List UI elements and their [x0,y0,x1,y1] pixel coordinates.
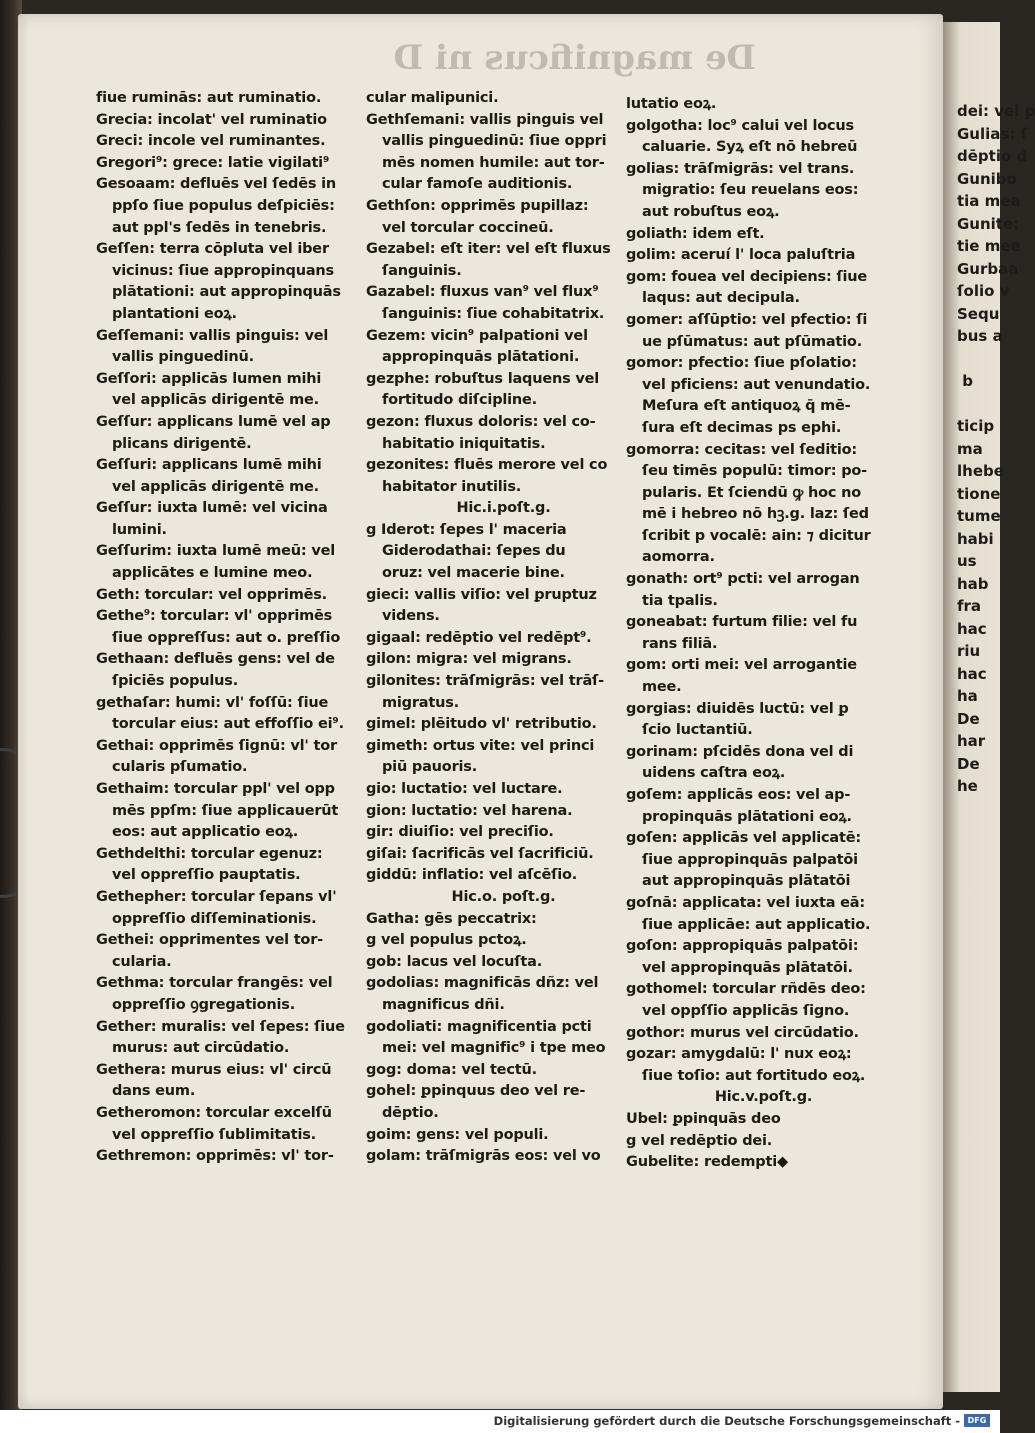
text-line: pularis. Et ſciendū ꝙ hoc no [642,484,861,501]
text-line: mē i hebreo nō hꝫ.g. laz: ſed [642,506,869,523]
text-line: ue pſūmatus: aut pſūmatio. [642,333,863,350]
text-line: ſiue applicāe: aut applicatio. [642,916,871,933]
text-line: uidens caſtra eoꝝ. [642,765,786,782]
text-line: ppſo ſiue populus deſpiciēs: [112,197,335,214]
text-line: eos: aut applicatio eoꝝ. [112,824,299,841]
text-line: Gethdelthi: torcular egenuz: [96,845,323,862]
text-line: g Iderot: ſepes l' maceria [366,521,567,538]
text-line: gomer: aſſūptio: vel pfectio: ſi [626,311,868,328]
text-line: piū pauoris. [382,759,478,776]
text-line: laqus: aut decipula. [642,290,800,307]
text-line: Gatha: gēs peccatrix: [366,910,537,927]
text-line: gethaſar: humi: vl' foſſū: ſiue [96,694,329,711]
text-line: goſnā: applicata: vel iuxta eā: [626,894,865,911]
text-line: aut ppl's ſedēs in tenebris. [112,219,327,236]
text-line: g vel redēptio dei. [626,1132,773,1149]
text-line: golam: trāſmigrās eos: vel vo [366,1148,601,1165]
text-line: Gethaan: defluēs gens: vel de [96,651,335,668]
text-line: golgotha: loc⁹ calui vel locus [626,117,854,134]
text-line: gimel: plēitudo vl' retributio. [366,716,597,733]
text-line: vel torcular coccineū. [382,219,554,236]
text-line: ſcribit p vocalē: ain: ⁊ dicitur [642,527,871,544]
text-line: godolias: magnificās dñz: vel [366,975,599,992]
text-line: vicinus: ſiue appropinquans [112,262,334,279]
text-line: gonath: ort⁹ pcti: vel arrogan [626,571,860,588]
text-line: Gubelite: redempti◆ [626,1154,788,1171]
text-line: ſcio luctantiū. [642,722,753,739]
text-line: Geſſur: iuxta lumē: vel vicina [96,500,328,517]
text-line: cular malipunici. [366,90,499,106]
text-line: gion: luctatio: vel harena. [366,802,573,819]
text-line: goneabat: furtum filie: vel fu [626,614,858,631]
text-line: caluarie. Syꝝ eſt nō hebreū [642,139,858,156]
text-line: Gethai: opprimēs ſignū: vl' tor [96,737,337,754]
text-line: gorgias: diuidēs luctū: vel ꝑ [626,700,849,717]
text-line: Geſſori: applicās lumen mihi [96,370,322,387]
text-line: gob: lacus vel locuſta. [366,953,543,970]
text-line: cularis pſumatio. [112,759,248,776]
text-line: Getheromon: torcular excelſū [96,1104,332,1121]
dfg-logo: DFG [964,1414,990,1427]
text-line: giſai: ſacrificās vel ſacrificiū. [366,845,594,862]
text-line: gomorra: cecitas: vel ſeditio: [626,441,857,458]
text-line: Gethaim: torcular ppl' vel opp [96,781,335,797]
text-line: vel applicās dirigentē me. [112,478,319,495]
text-line: aomorra. [642,549,715,566]
text-line: gezphe: robuſtus laquens vel [366,370,600,387]
text-line: gom: orti mei: vel arrogantie [626,657,857,674]
text-line: Hic.i.poſt.g. [456,500,551,517]
text-line: Ubel: ꝑpinquās deo [626,1110,781,1127]
text-line: mēs ppſm: ſiue applicauerūt [112,802,339,819]
text-line: Gazabel: fluxus van⁹ vel flux⁹ [366,284,599,301]
text-line: gimeth: ortus vite: vel princi [366,737,595,754]
text-line: Gethma: torcular frangēs: vel [96,975,333,992]
text-line: Geſſen: terra cōpluta vel iber [96,241,329,258]
text-line: ſanguinis. [382,262,462,279]
text-line: tia tpalis. [642,592,718,609]
text-line: golim: aceruí l' loca paluſtria [626,247,856,264]
text-line: habitator inutilis. [382,478,522,495]
text-line: gom: fouea vel decipiens: ſiue [626,268,868,285]
text-line: fiue ruminās: aut ruminatio. [96,90,322,106]
text-line: vallis pinguedinū: ſiue oppri [382,133,607,150]
running-head-showthrough: De magnificus ni D [393,38,756,78]
text-line: gezon: fluxus doloris: vel co- [366,413,596,430]
text-line: Gethremon: opprimēs: vl' tor- [96,1148,334,1165]
text-line: gigaal: redēptio vel redēpt⁹. [366,629,592,646]
text-line: goſen: applicās vel applicatē: [626,830,861,847]
text-line: gieci: vallis viſio: vel ꝑruptuz [366,586,597,603]
text-line: ſanguinis: ſiue cohabitatrix. [382,305,605,322]
text-line: giddū: inflatio: vel aſcēſio. [366,867,578,884]
text-line: Geſſuri: applicans lumē mihi [96,457,322,474]
text-line: rans filiā. [642,635,718,652]
text-line: ſiue appropinquās palpatōi [642,851,858,868]
text-line: ſeu timēs populū: timor: po- [642,463,867,480]
text-line: Gether: muralis: vel ſepes: ſiue [96,1018,345,1035]
text-line: Gethera: murus eius: vl' circū [96,1061,332,1078]
text-line: vel oppreſſio ſublimitatis. [112,1126,316,1143]
text-line: dēptio. [382,1104,439,1121]
text-line: habitatio iniquitatis. [382,435,546,452]
text-line: vel applicās dirigentē me. [112,392,319,409]
text-line: Greci: incole vel ruminantes. [96,133,326,150]
text-line: gorinam: pſcidēs dona vel di [626,743,854,760]
text-line: goſem: applicās eos: vel ap- [626,787,851,803]
text-line: gezonites: fluēs merore vel co [366,457,608,474]
text-column-3 [626,94,901,1174]
text-line: gilonites: trāſmigrās: vel trāſ- [366,673,604,690]
text-line: gothomel: torcular rñdēs deo: [626,981,866,998]
text-line: Geſſur: applicans lumē vel ap [96,413,331,430]
text-line: aut appropinquās plātatōi [642,873,851,890]
text-line: migratus. [382,694,459,711]
text-line: Geth: torcular: vel opprimēs. [96,586,327,603]
text-line: migratio: ſeu reuelans eos: [642,182,859,199]
text-line: videns. [382,608,440,625]
text-line: gothor: murus vel circūdatio. [626,1024,859,1041]
text-line: Gethepher: torcular ſepans vl' [96,888,337,905]
text-line: Grecia: incolat' vel ruminatio [96,111,327,128]
text-line: ſpiciēs populus. [112,673,239,690]
text-line: Geſſemani: vallis pinguis: vel [96,327,329,344]
text-line: goim: gens: vel populi. [366,1126,549,1143]
text-line: vel pficiens: aut venundatio. [642,376,871,393]
text-column-1 [96,88,376,1168]
text-line: magnificus dñi. [382,996,505,1013]
text-line: plicans dirigentē. [112,435,252,452]
text-line: vallis pinguedinū. [112,349,254,366]
text-line: gomor: pfectio: ſiue pſolatio: [626,355,857,372]
text-line: gohel: ꝑpinquus deo vel re- [366,1083,586,1100]
text-line: vel oppſſio applicās ſigno. [642,1002,850,1019]
text-line: plantationi eoꝝ. [112,305,237,322]
text-line: Gregori⁹: grece: latie vigilati⁹ [96,154,330,171]
next-page-text: dei: vel p Gulias: ſ dēptio d Gunibo tia mea Gunite: tie mee Gurbaa ſolio v Sequ bus a b ticip ma lhebe tione tume habi us hab fra hac riu hac ha De har De he [957,102,1035,795]
text-line: Gethſon: opprimēs pupillaz: [366,197,589,214]
text-line: gio: luctatio: vel luctare. [366,781,563,797]
text-line: torcular eius: aut effoſſio ei⁹. [112,716,344,733]
text-line: aut robuſtus eoꝝ. [642,203,780,220]
text-line: gir: diuiſio: vel preciſio. [366,824,554,841]
text-line: vel oppreſſio pauptatis. [112,867,301,884]
digitization-credit: Digitalisierung gefördert durch die Deutsche Forschungsgemeinschaft - [493,1414,960,1428]
text-line: vel appropinquās plātatōi. [642,959,853,976]
text-line: Hic.o. poſt.g. [451,888,556,905]
text-line: cular famoſe auditionis. [382,176,573,193]
text-line: Gezabel: eſt iter: vel eſt fluxus [366,241,611,258]
text-line: propinquās plātationi eoꝝ. [642,808,852,825]
text-line: goſon: appropiquās palpatōi: [626,938,859,955]
text-line: lutatio eoꝝ. [626,96,717,112]
text-line: oppreſſio diſſeminationis. [112,910,317,927]
text-line: Gezem: vicin⁹ palpationi vel [366,327,588,344]
text-line: fortitudo diſcipline. [382,392,537,409]
text-line: mēs nomen humile: aut tor- [382,154,605,171]
text-line: murus: aut circūdatio. [112,1040,290,1057]
text-line: godoliati: magnificentia pcti [366,1018,592,1035]
text-line: plātationi: aut appropinquās [112,284,341,301]
text-line: lumini. [112,521,167,538]
next-page-edge [943,22,1035,1392]
text-line: appropinquās plātationi. [382,349,580,366]
text-line: gog: doma: vel tectū. [366,1061,537,1078]
text-line: Geſſurim: iuxta lumē meū: vel [96,543,336,560]
text-line: applicātes e lumine meo. [112,565,313,582]
text-line: Giderodathai: ſepes du [382,543,566,560]
text-line: Meſura eſt antiquoꝝ q̄ mē- [642,398,851,415]
text-column-2 [366,88,641,1168]
text-line: goliath: idem eſt. [626,225,765,242]
text-line: mei: vel magnific⁹ i tpe meo [382,1040,606,1057]
text-line: ſiue oppreſſus: aut o. preſſio [112,629,341,646]
text-line: Hic.v.poſt.g. [714,1089,813,1106]
text-line: g vel populus pctoꝝ. [366,932,527,949]
text-line: dans eum. [112,1083,196,1100]
text-line: ſiue toſio: aut fortitudo eoꝝ. [642,1067,866,1084]
text-line: oppreſſio ꝯgregationis. [112,996,296,1013]
text-line: Gethſemani: vallis pinguis vel [366,111,604,128]
text-line: oruz: vel macerie bine. [382,565,565,582]
text-line: golias: trāſmigrās: vel trans. [626,160,855,177]
text-line: Gethe⁹: torcular: vl' opprimēs [96,608,333,625]
text-line: cularia. [112,953,172,970]
text-line: Gethei: opprimentes vel tor- [96,932,323,949]
text-line: Gesoaam: defluēs vel ſedēs in [96,176,337,193]
text-line: gilon: migra: vel migrans. [366,651,572,668]
text-line: gozar: amygdalū: l' nux eoꝝ: [626,1046,852,1063]
text-line: mee. [642,679,682,696]
text-line: ſura eſt decimas ps ephi. [642,419,842,436]
